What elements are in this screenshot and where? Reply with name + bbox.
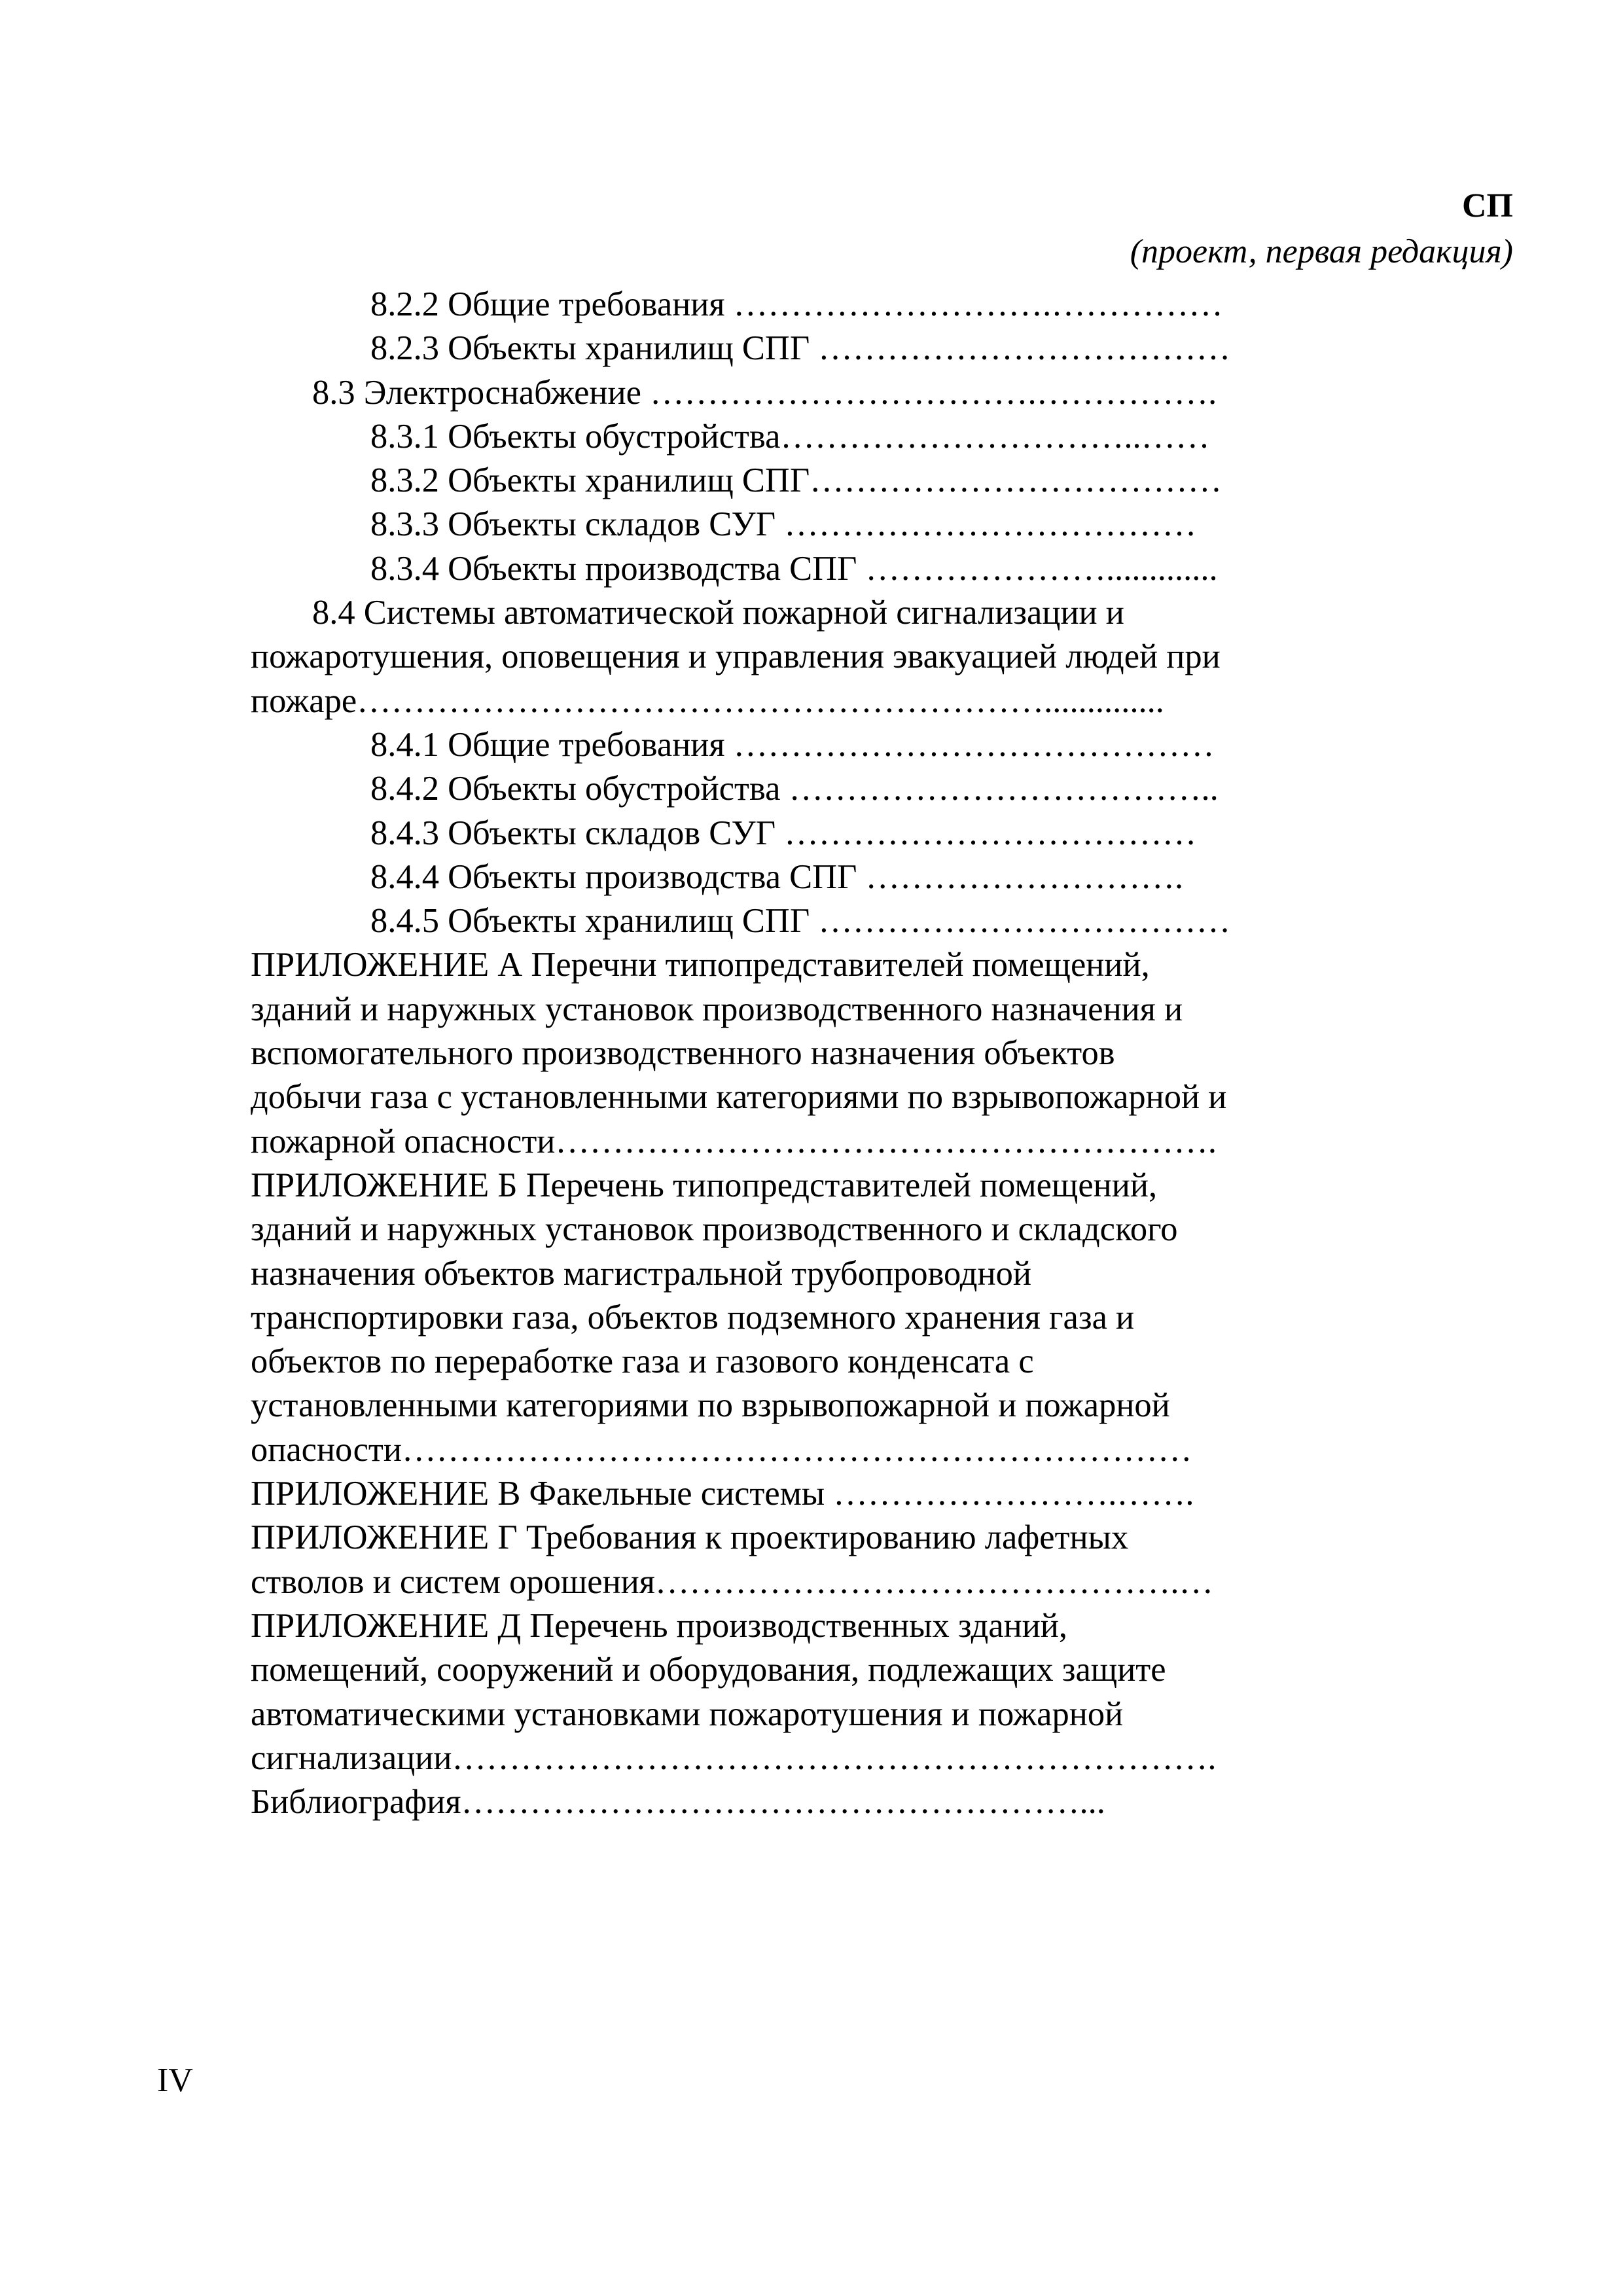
draft-subtitle: (проект, первая редакция) xyxy=(1130,233,1513,270)
toc-entry-8-2-2: 8.2.2 Общие требования ……………………….…………… xyxy=(370,285,1223,323)
toc-entry-appendix-b: ПРИЛОЖЕНИЕ Б Перечень типопредставителей помещений, зданий и наружных установок производственного и складского назначения объектов магистральной трубопроводной транспортировки газа, объектов подземного хранения газа и объектов по переработке газа и газового конденсата с установленными категориями по взрывопожарной и пожарной опасности…………………………………………………………… xyxy=(251,1166,1192,1469)
toc-entry-8-4: 8.4 Системы автоматической пожарной сигнализации и пожаротушения, оповещения и управления эвакуацией людей при пожаре…………………………………………………….............. xyxy=(251,594,1221,720)
toc-entry-8-4-1: 8.4.1 Общие требования …………………………………… xyxy=(370,725,1215,764)
toc-entry-8-4-4: 8.4.4 Объекты производства СПГ ………………………. xyxy=(370,857,1184,896)
table-of-contents xyxy=(251,283,1350,1824)
toc-entry-8-3-1: 8.3.1 Объекты обустройства…………………………..…… xyxy=(370,417,1210,456)
page-number: IV xyxy=(157,2062,193,2099)
toc-entry-bibliography: Библиография………………………………………………... xyxy=(251,1783,1105,1821)
toc-entry-8-3-3: 8.3.3 Объекты складов СУГ ……………………………… xyxy=(370,505,1197,544)
toc-entry-8-2-3: 8.2.3 Объекты хранилищ СПГ ……………………………… xyxy=(370,329,1231,368)
toc-entry-8-3-2: 8.3.2 Объекты хранилищ СПГ……………………………… xyxy=(370,461,1222,500)
toc-entry-8-3: 8.3 Электроснабжение …………………………….……………. xyxy=(312,373,1217,412)
toc-entry-appendix-v: ПРИЛОЖЕНИЕ В Факельные системы …………………….……. xyxy=(251,1475,1194,1513)
toc-entry-8-4-3: 8.4.3 Объекты складов СУГ ……………………………… xyxy=(370,814,1197,852)
toc-entry-8-3-4: 8.3.4 Объекты производства СПГ …………………............. xyxy=(370,549,1218,588)
toc-entry-appendix-a: ПРИЛОЖЕНИЕ А Перечни типопредставителей помещений, зданий и наружных установок производственного назначения и вспомогательного производственного назначения объектов добычи газа с установленными категориями по взрывопожарной и пожарной опасности…………………………………………………. xyxy=(251,946,1227,1160)
standard-code: СП xyxy=(1462,187,1513,224)
toc-entry-appendix-g: ПРИЛОЖЕНИЕ Г Требования к проектированию лафетных стволов и систем орошения……………………………………….… xyxy=(251,1518,1214,1601)
toc-entry-appendix-d: ПРИЛОЖЕНИЕ Д Перечень производственных зданий, помещений, сооружений и оборудования, подлежащих защите автоматическими установками пожаротушения и пожарной сигнализации…………………………………………………………. xyxy=(251,1606,1217,1777)
toc-entry-8-4-2: 8.4.2 Объекты обустройства ……………………………….. xyxy=(370,770,1219,808)
toc-entry-8-4-5: 8.4.5 Объекты хранилищ СПГ ……………………………… xyxy=(370,902,1231,941)
